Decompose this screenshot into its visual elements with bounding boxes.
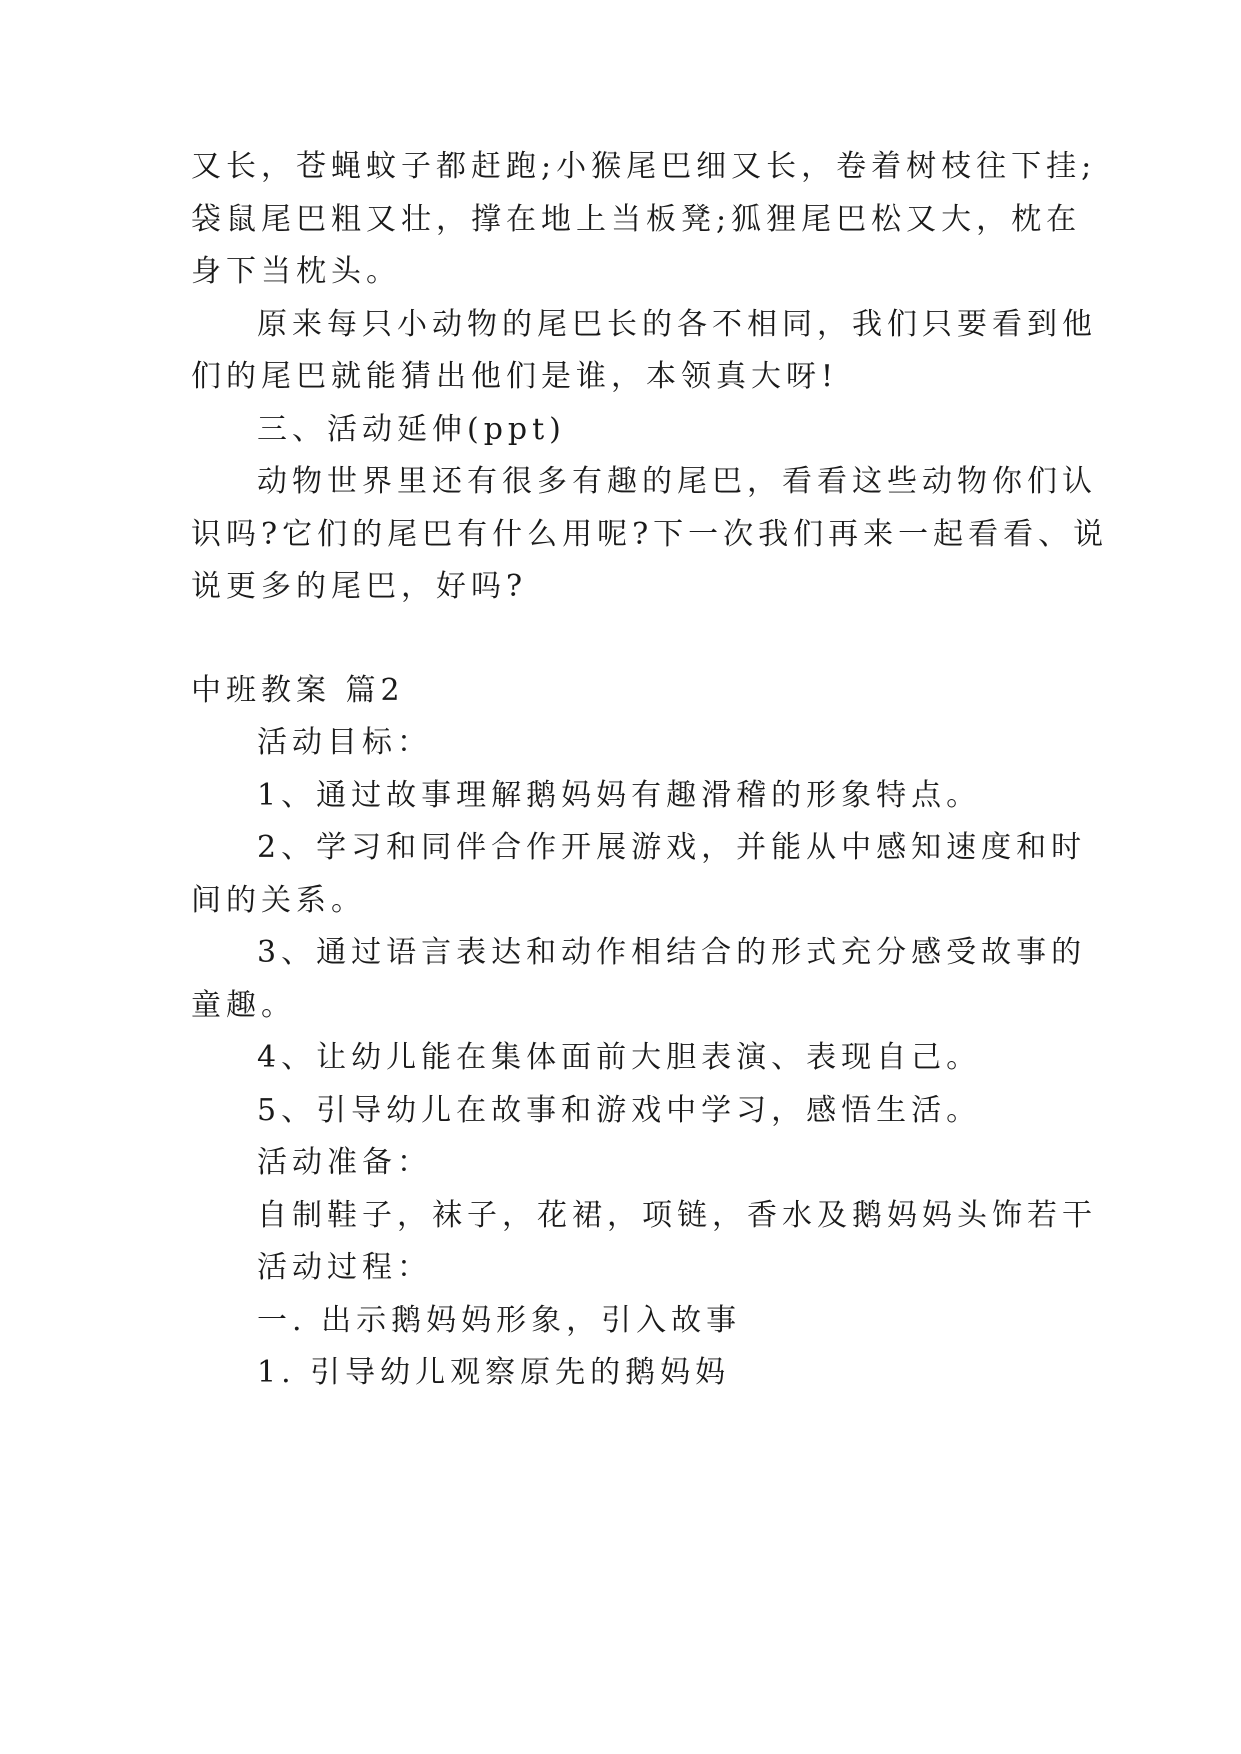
paragraph-line: 们的尾巴就能猜出他们是谁，本领真大呀! <box>191 359 839 394</box>
paragraph-line: 童趣。 <box>191 988 296 1023</box>
paragraph-line: 身下当枕头。 <box>191 254 401 289</box>
paragraph-line: 识吗?它们的尾巴有什么用呢?下一次我们再来一起看看、说 <box>191 517 1109 552</box>
paragraph-line: 动物世界里还有很多有趣的尾巴，看看这些动物你们认 <box>257 464 1097 499</box>
section-heading: 三、活动延伸(ppt) <box>257 412 566 447</box>
paragraph-line: 自制鞋子，袜子，花裙，项链，香水及鹅妈妈头饰若干 <box>257 1198 1097 1233</box>
article-title: 中班教案 篇2 <box>191 673 405 708</box>
paragraph-line: 袋鼠尾巴粗又壮，撑在地上当板凳;狐狸尾巴松又大，枕在 <box>191 202 1082 237</box>
paragraph-line: 间的关系。 <box>191 883 366 918</box>
list-item: 3、通过语言表达和动作相结合的形式充分感受故事的 <box>257 935 1087 970</box>
list-item: 一. 出示鹅妈妈形象，引入故事 <box>257 1303 742 1338</box>
list-item: 1、通过故事理解鹅妈妈有趣滑稽的形象特点。 <box>257 778 982 813</box>
list-item: 2、学习和同伴合作开展游戏，并能从中感知速度和时 <box>257 830 1087 865</box>
list-item: 4、让幼儿能在集体面前大胆表演、表现自己。 <box>257 1040 982 1075</box>
section-heading: 活动过程： <box>257 1250 432 1285</box>
paragraph-line: 又长，苍蝇蚊子都赶跑;小猴尾巴细又长，卷着树枝往下挂; <box>191 149 1097 184</box>
section-heading: 活动目标： <box>257 725 432 760</box>
section-heading: 活动准备： <box>257 1145 432 1180</box>
list-item: 1. 引导幼儿观察原先的鹅妈妈 <box>257 1355 731 1390</box>
list-item: 5、引导幼儿在故事和游戏中学习，感悟生活。 <box>257 1093 982 1128</box>
paragraph-line: 原来每只小动物的尾巴长的各不相同，我们只要看到他 <box>257 307 1097 342</box>
paragraph-line: 说更多的尾巴，好吗? <box>191 569 528 604</box>
